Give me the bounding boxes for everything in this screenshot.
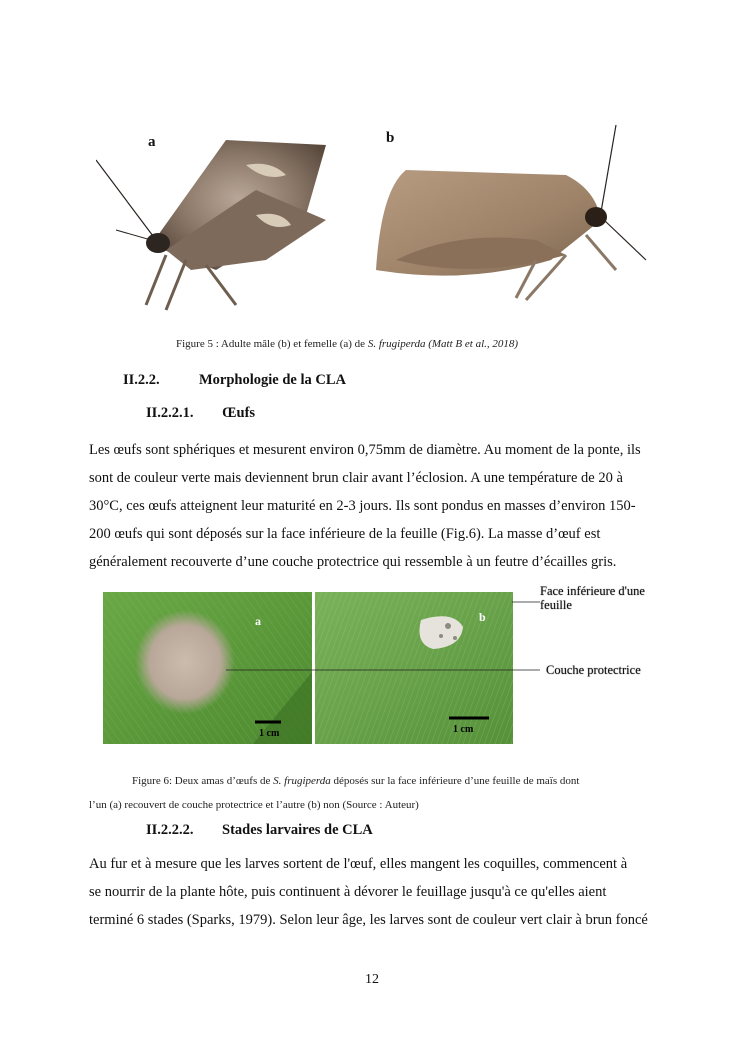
- section-number: II.2.2.: [123, 372, 160, 388]
- paragraph-line: terminé 6 stades (Sparks, 1979). Selon leur âge, les larves sont de couleur vert clair à brun foncé: [89, 912, 648, 928]
- figure-6-label-b: b: [479, 610, 486, 624]
- figure-5-label-a: a: [148, 134, 156, 150]
- paragraph-line: 30°C, ces œufs atteignent leur maturité en 2-3 jours. Ils sont pondus en masses d’environ 150-: [89, 498, 636, 514]
- subsection-1-number: II.2.2.1.: [146, 405, 194, 421]
- subsection-2-heading: [146, 822, 373, 839]
- figure-6-caption-species: S. frugiperda: [273, 775, 331, 787]
- figure-6-caption-line-2: l’un (a) recouvert de couche protectrice et l’autre (b) non (Source : Auteur): [89, 799, 419, 811]
- paragraph-line: 200 œufs qui sont déposés sur la face inférieure de la feuille (Fig.6). La masse d’œuf est: [89, 526, 601, 542]
- paragraph-line: se nourrir de la plante hôte, puis continuent à dévorer le feuillage jusqu'à ce qu'elles aient: [89, 884, 607, 900]
- figure-6-scale-a: 1 cm: [259, 728, 280, 739]
- figure-5-caption-source: (Matt B et al., 2018): [425, 338, 519, 350]
- figure-6-scale-b: 1 cm: [453, 724, 474, 735]
- section-title: Morphologie de la CLA: [199, 372, 347, 388]
- paragraph-line: Les œufs sont sphériques et mesurent environ 0,75mm de diamètre. Au moment de la ponte, ils: [89, 442, 641, 458]
- paragraph-line: sont de couleur verte mais deviennent brun clair avant l’éclosion. A une température de 20 à: [89, 470, 623, 486]
- subsection-2-title: Stades larvaires de CLA: [222, 822, 373, 838]
- figure-6-caption: [89, 769, 657, 817]
- callout-protective-layer: Couche protectrice: [546, 663, 641, 677]
- figure-6-caption-text: déposés sur la face inférieure d’une feuille de maïs dont: [330, 775, 580, 787]
- figure-5-caption-species: S. frugiperda: [367, 338, 426, 350]
- paragraph-line: généralement recouverte d’une couche protectrice qui ressemble à un feutre d’écailles gris.: [89, 554, 617, 570]
- figure-6-caption-text: Figure 6: Deux amas d’œufs de: [132, 775, 274, 787]
- callout-leaf-underside: Face inférieure d'une feuille: [540, 584, 645, 612]
- figure-6-caption-line-1: [89, 769, 657, 793]
- figure-5-label-b: b: [386, 130, 395, 146]
- figure-5-caption-text: Figure 5 : Adulte mâle (b) et femelle (a) de: [176, 338, 368, 350]
- subsection-2-number: II.2.2.2.: [146, 822, 194, 838]
- paragraph-line: Au fur et à mesure que les larves sortent de l'œuf, elles mangent les coquilles, commencent à: [89, 856, 628, 872]
- paragraph-larvae: [89, 850, 657, 934]
- figure-6-label-a: a: [255, 614, 261, 628]
- page-number: 12: [365, 972, 379, 987]
- subsection-1-title: Œufs: [222, 405, 256, 421]
